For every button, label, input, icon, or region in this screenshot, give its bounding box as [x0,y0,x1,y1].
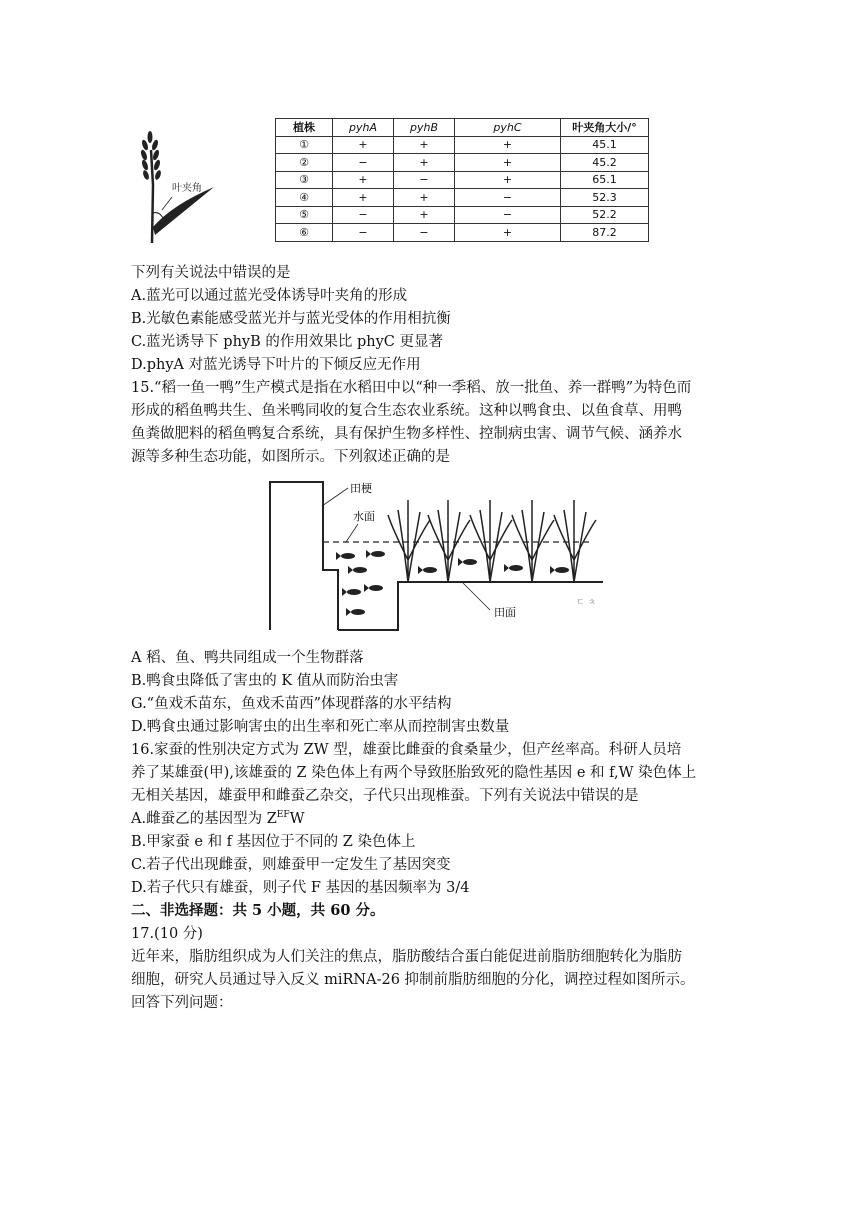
cell: − [455,206,561,224]
q15-line-2: 形成的稻鱼鸭共生、鱼米鸭同收的复合生态农业系统。这种以鸭食虫、以鱼食草、用鸭 [131,403,682,419]
table-row [276,206,649,224]
cell: ④ [276,189,333,207]
q16-option-a [131,809,305,829]
q16-option-d: D.若子代只有雄蚕，则子代 F 基因的基因频率为 3/4 [131,880,470,896]
q16-option-c: C.若子代出现雌蚕，则雄蚕甲一定发生了基因突变 [131,857,451,873]
section-2-heading: 二、非选择题：共 5 小题，共 60 分。 [131,902,385,919]
table-row [276,189,649,207]
cell: ⑥ [276,224,333,242]
q16-option-a-suffix: W [289,811,305,827]
cell: 52.2 [561,206,649,224]
table-row [276,136,649,154]
q16-option-a-sup: EF [276,810,290,821]
leaf-angle-label: 叶夹角 [172,183,202,194]
cell: + [394,136,455,154]
cell: + [455,154,561,172]
q14-option-d: D.phyA 对蓝光诱导下叶片的下倾反应无作用 [131,357,421,373]
cell: − [333,224,394,242]
q16-line-1: 16.家蚕的性别决定方式为 ZW 型，雄蚕比雌蚕的食桑量少，但产丝率高。科研人员培 [131,742,682,758]
q15-line-4: 源等多种生态功能，如图所示。下列叙述正确的是 [131,449,450,465]
q17-score: 17.(10 分) [131,926,203,942]
q16-line-2: 养了某雄蚕(甲),该雄蚕的 Z 染色体上有两个导致胚胎致死的隐性基因 e 和 f,W 染色体上 [131,765,697,781]
cell: ③ [276,171,333,189]
rice-fish-duck-figure [258,470,608,640]
cell: + [333,189,394,207]
q15-option-c: G.“鱼戏禾苗东，鱼戏禾苗西”体现群落的水平结构 [131,696,452,712]
header-pyha: pyhA [333,119,394,137]
header-pyhb: pyhB [394,119,455,137]
cell: + [394,154,455,172]
cell: ① [276,136,333,154]
field-surface-label: 田面 [494,606,516,619]
cell: − [394,171,455,189]
cell: 52.3 [561,189,649,207]
cell: − [455,189,561,207]
cell: 87.2 [561,224,649,242]
cell: + [333,136,394,154]
q15-option-d: D.鸭食虫通过影响害虫的出生率和死亡率从而控制害虫数量 [131,719,510,735]
cell: 65.1 [561,171,649,189]
q14-option-a: A.蓝光可以通过蓝光受体诱导叶夹角的形成 [131,288,408,304]
cell: − [333,206,394,224]
q17-line-2: 细胞，研究人员通过导入反义 miRNA-26 抑制前脂肪细胞的分化，调控过程如图所示。 [131,972,695,988]
cell: + [455,224,561,242]
q17-line-3: 回答下列问题： [131,995,233,1011]
cell: + [394,206,455,224]
q14-option-b: B.光敏色素能感受蓝光并与蓝光受体的作用相抗衡 [131,311,451,327]
plant-data-table [275,118,649,242]
header-plant: 植株 [276,119,333,137]
table-row [276,224,649,242]
cell: ⑤ [276,206,333,224]
ridge-label: 田梗 [350,482,372,495]
q15-line-3: 鱼粪做肥料的稻鱼鸭复合系统，具有保护生物多样性、控制病虫害、调节气候、涵养水 [131,426,682,442]
header-leaf-angle: 叶夹角大小/° [561,119,649,137]
q16-line-3: 无相关基因，雄蚕甲和雌蚕乙杂交，子代只出现椎蚕。下列有关说法中错误的是 [131,788,639,804]
q14-stem: 下列有关说法中错误的是 [131,265,291,281]
cell: + [455,136,561,154]
rice-plant-figure [132,125,252,245]
q15-option-b: B.鸭食虫降低了害虫的 K 值从而防治虫害 [131,673,399,689]
cell: + [455,171,561,189]
table-header-row [276,119,649,137]
cell: 45.2 [561,154,649,172]
q15-option-a: A 稻、鱼、鸭共同组成一个生物群落 [131,650,364,666]
cell: ② [276,154,333,172]
water-surface-label: 水面 [353,510,375,523]
svg-text:ㄷ ㅊ: ㄷ ㅊ [576,598,597,608]
table-row [276,154,649,172]
table-row [276,171,649,189]
q16-option-b: B.甲家蚕 e 和 f 基因位于不同的 Z 染色体上 [131,834,416,850]
cell: − [333,154,394,172]
q17-line-1: 近年来，脂肪组织成为人们关注的焦点，脂肪酸结合蛋白能促进前脂肪细胞转化为脂肪 [131,949,682,965]
cell: 45.1 [561,136,649,154]
cell: − [394,224,455,242]
cell: + [333,171,394,189]
cell: + [394,189,455,207]
q14-option-c: C.蓝光诱导下 phyB 的作用效果比 phyC 更显著 [131,334,443,350]
q15-line-1: 15.“稻一鱼一鸭”生产模式是指在水稻田中以“种一季稻、放一批鱼、养一群鸭”为特色而 [131,380,692,396]
q16-option-a-text: A.雌蚕乙的基因型为 Z [131,811,277,827]
header-pyhc: pyhC [455,119,561,137]
